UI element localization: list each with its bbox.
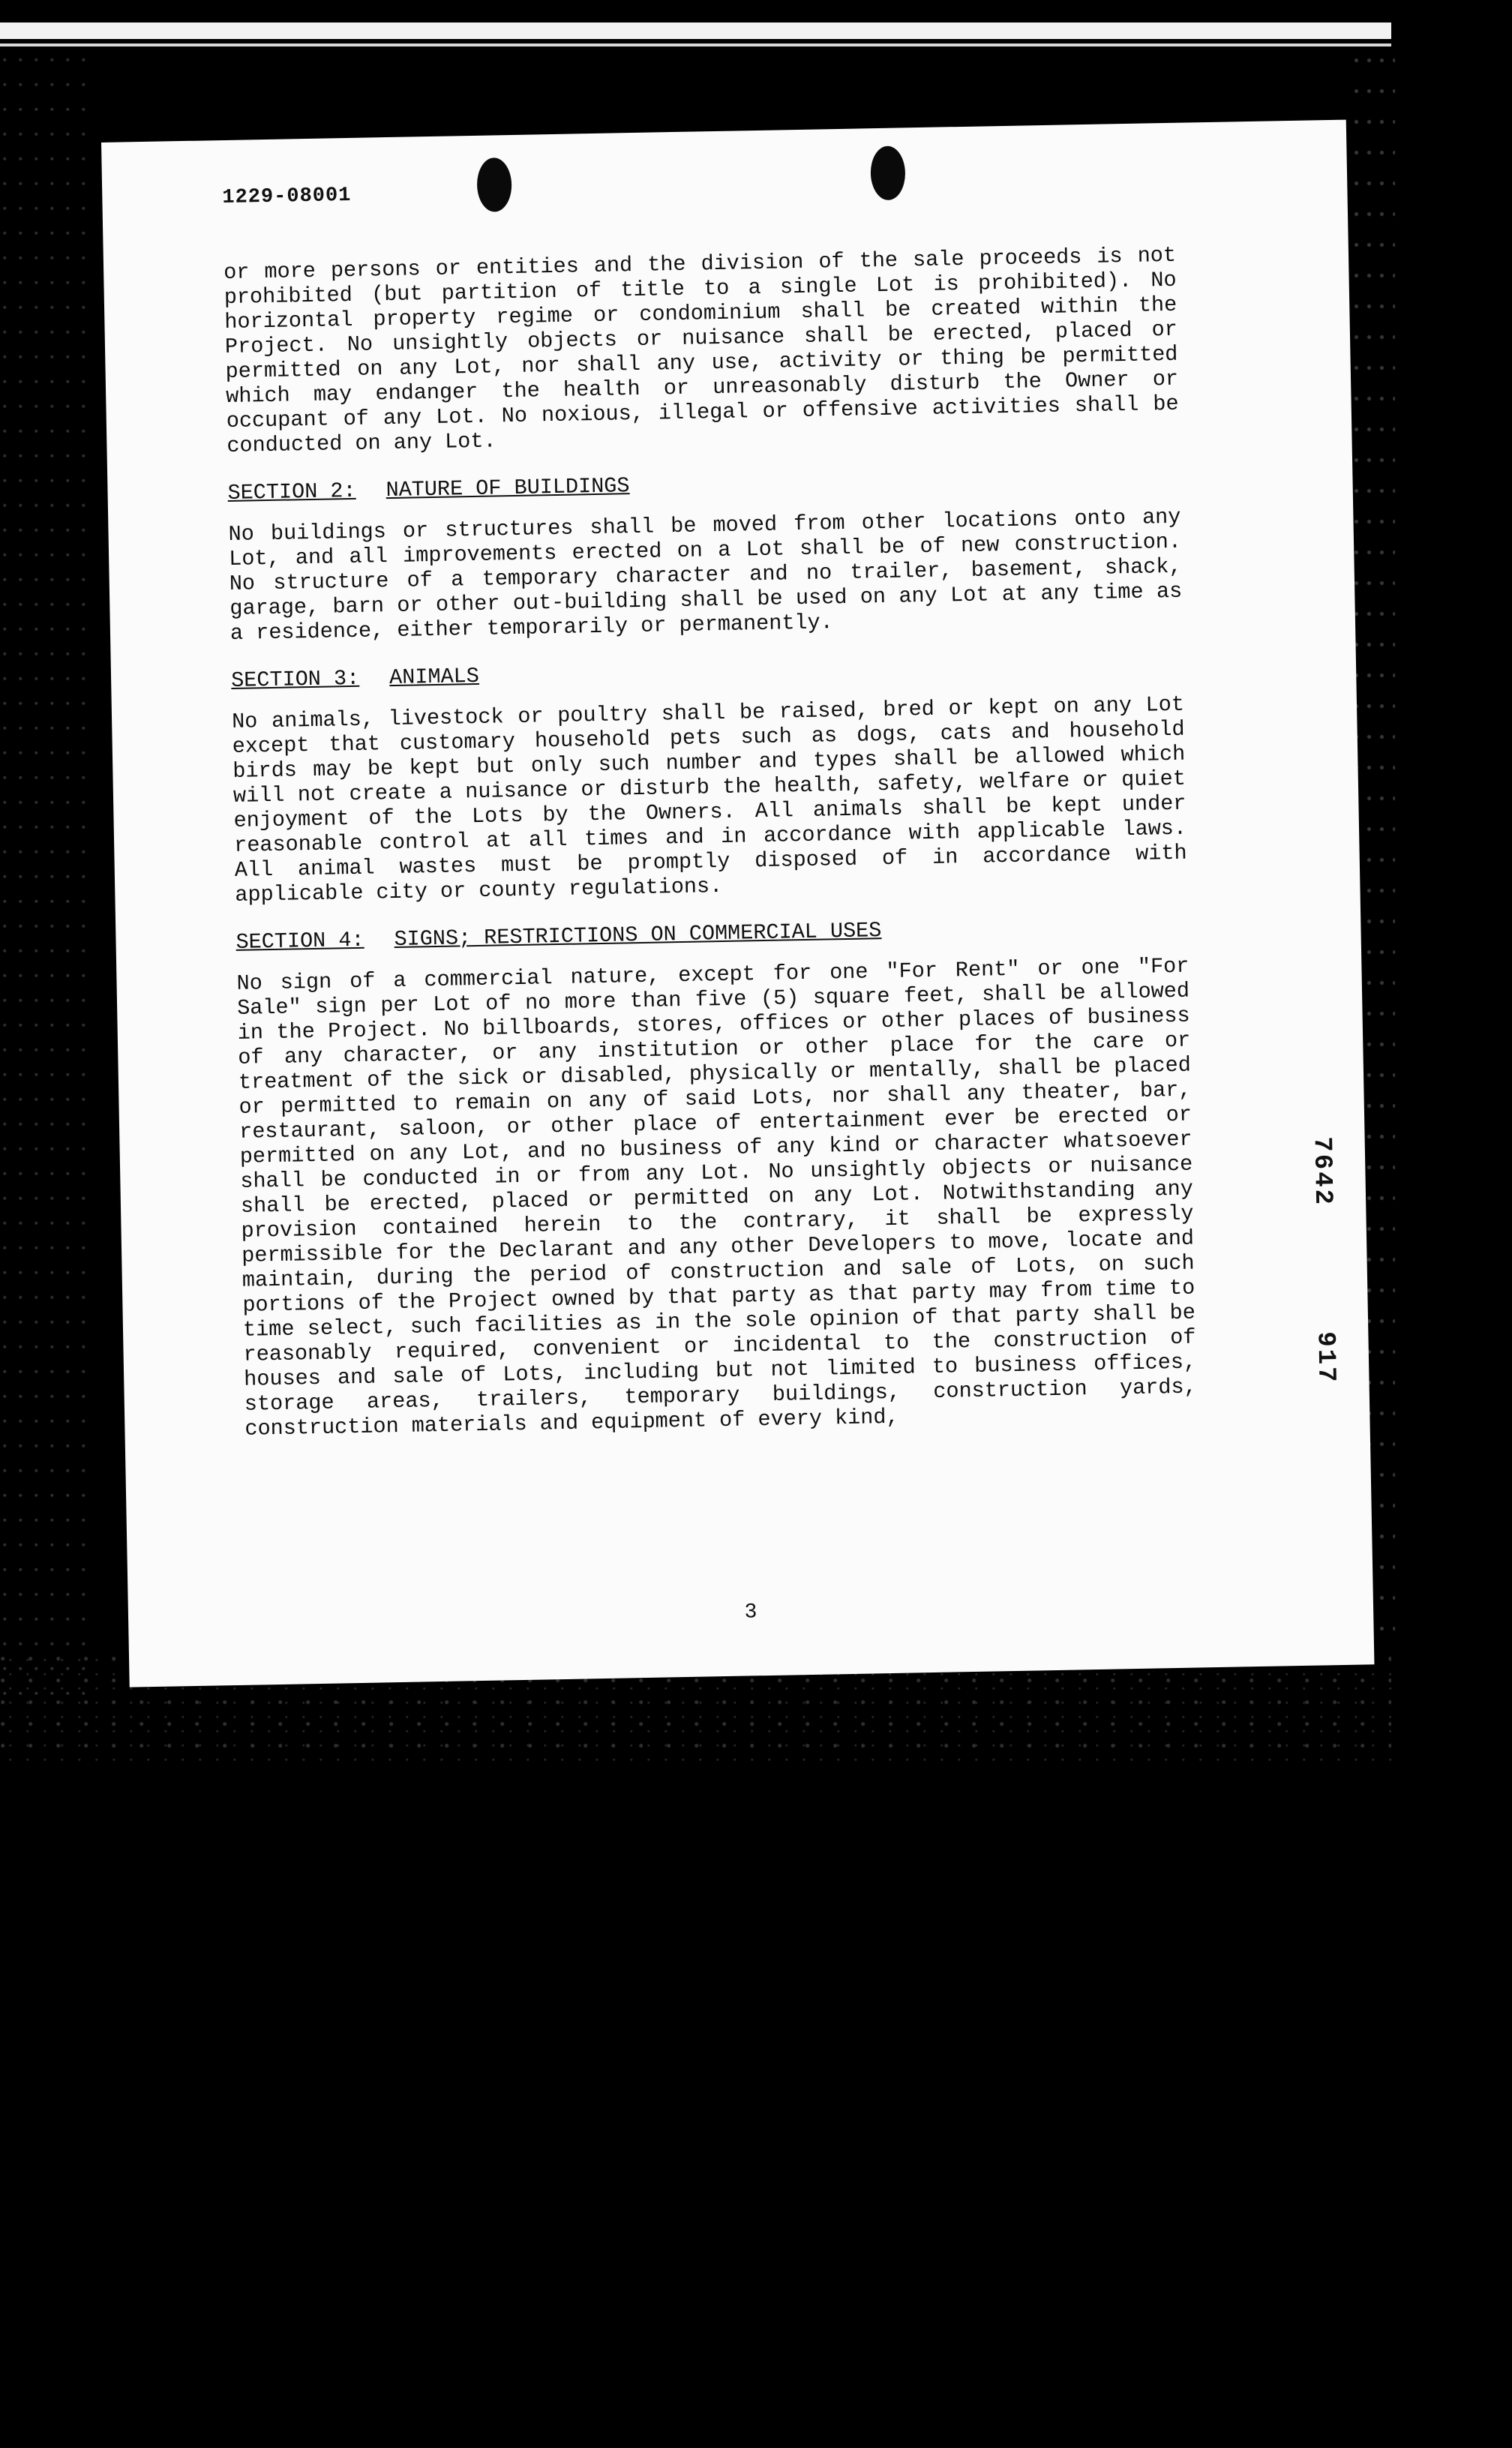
section-2-text: No buildings or structures shall be moved from other locations onto any Lot, and all improvements erected on a Lot shall be of new construction. No structure of a temporary character and no trailer, basement, shack, garage, barn or other out-building shall be used on any Lot at any time as a residence, either temporarily or permanently. [228,504,1183,646]
document-page [101,120,1374,1688]
scan-noise-left [0,45,90,1695]
section-3-number: SECTION 3: [230,665,360,693]
section-3-text: No animals, livestock or poultry shall be raised, bred or kept on any Lot except that customary household pets such as dogs, cats and household birds may be kept but only such number and types shall be allowed which will not create a nuisance or disturb the health, safety, welfare or quiet enjoyment of the Lots by the Owners. All animals shall be kept under reasonable control at all times and in accordance with applicable laws. All animal wastes must be promptly disposed of in accordance with applicable city or county regulations. [231,692,1187,908]
section-4-number: SECTION 4: [236,927,364,955]
section-3-heading [231,651,1184,693]
document-body [224,243,1198,1464]
scanner-top-band [0,22,1391,39]
intro-paragraph: or more persons or entities and the division of the sale proceeds is not prohibited (but partition of title to a single Lot is prohibited). No horizontal property regime or condominium shall be created within the Project. No unsightly objects or nuisance shall be erected, placed or permitted on any Lot, nor shall any use, activity or thing be permitted which may endanger the health or unreasonably disturb the Owner or occupant of any Lot. No noxious, illegal or offensive activities shall be conducted on any Lot. [223,242,1179,458]
margin-stamp [1299,1136,1348,1384]
section-3-title: ANIMALS [388,663,480,691]
page-number: 3 [744,1600,758,1624]
document-id: 1229-08001 [222,184,352,210]
section-2-number: SECTION 2: [227,478,356,506]
stamp-book-number: 7642 [1306,1136,1337,1208]
punch-hole-left [476,158,512,212]
stamp-page-number: 917 [1310,1330,1340,1384]
section-4-title: SIGNS; RESTRICTIONS ON COMMERCIAL USES [394,918,882,952]
section-4-text: No sign of a commercial nature, except for one "For Rent" or one "For Sale" sign per Lot of no more than five (5) square feet, shall be allowed in the Project. No billboards, stores, offices or other places of business of any character, or any institution or other place for the care or treatment of the sick or disabled, physically or mentally, shall be placed or permitted to remain on any of said Lots, nor shall any theater, bar, restaurant, saloon, or other place of entertainment ever be erected or permitted on any Lot, and no business of any kind or character whatsoever shall be conducted in or from any Lot. No unsightly objects or nuisance shall be erected, placed or permitted on any Lot. Notwithstanding any provision contained herein to the contrary, it shall be expressly permissible for the Declarant and any other Developers to move, locate and maintain, during the period of construction and sale of Lots, on such portions of the Project owned by that party as that party may from time to time select, such facilities as in the sole opinion of that party shall be reasonably required, convenient or incidental to the construction of houses and sale of Lots, including but not limited to business offices, storage areas, trailers, temporary buildings, construction yards, construction materials and equipment of every kind, [236,953,1197,1442]
punch-hole-right [870,146,905,200]
section-2-title: NATURE OF BUILDINGS [386,473,630,503]
section-2-heading [227,464,1180,506]
scanner-top-line [0,44,1391,46]
section-4-heading [236,913,1188,955]
